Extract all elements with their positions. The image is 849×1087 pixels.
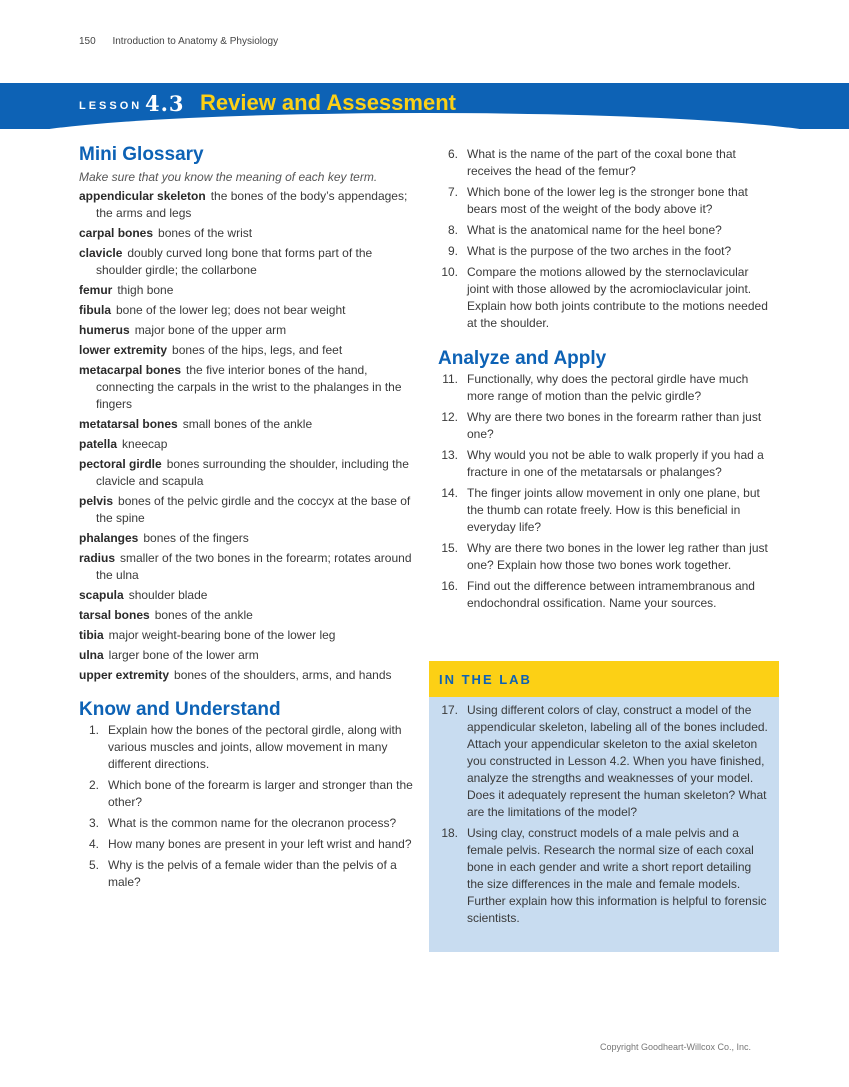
question-number: 12. bbox=[441, 410, 458, 424]
question-text: Using different colors of clay, construct a model of the appendicular skeleton, labeling all of the bones included. Attach your appendicular skeleton to the axial skeleton you constructed in Lesson 4.2. When you have finished, analyze the strengths and weaknesses of your model. Does it adequately represent the human skeleton? What are the limitations of the model? bbox=[467, 703, 768, 819]
question-text: What is the common name for the olecranon process? bbox=[108, 816, 397, 830]
glossary-definition: major bone of the upper arm bbox=[134, 323, 287, 337]
analyze-apply-heading: Analyze and Apply bbox=[438, 348, 607, 369]
lesson-number: 4.3 bbox=[145, 91, 185, 116]
question-item bbox=[438, 825, 771, 927]
glossary-term: metatarsal bones bbox=[79, 417, 178, 431]
glossary-term: ulna bbox=[79, 648, 104, 662]
question-text: What is the anatomical name for the heel bone? bbox=[467, 223, 722, 237]
in-the-lab-list bbox=[429, 697, 779, 927]
question-text: Using clay, construct models of a male pelvis and a female pelvis. Research the normal size of each coxal bone in each gender and write a short report detailing the size differences in the male and female models. Further explain how this information is helpful to forensic scientists. bbox=[467, 826, 767, 925]
question-item bbox=[438, 146, 772, 180]
glossary-definition: bones of the pelvic girdle and the coccyx at the base of the spine bbox=[96, 494, 411, 525]
right-column bbox=[438, 146, 772, 616]
glossary-entry bbox=[79, 362, 419, 413]
glossary-term: phalanges bbox=[79, 531, 139, 545]
question-item bbox=[438, 371, 772, 405]
question-item bbox=[438, 578, 772, 612]
page-number: 150 bbox=[79, 36, 96, 47]
glossary-definition: smaller of the two bones in the forearm; rotates around the ulna bbox=[96, 551, 412, 582]
glossary-definition: the five interior bones of the hand, connecting the carpals in the wrist to the phalanges in the fingers bbox=[96, 363, 402, 411]
glossary-entry bbox=[79, 647, 419, 664]
in-the-lab-box bbox=[429, 661, 779, 952]
question-item bbox=[438, 485, 772, 536]
glossary-definition: bones of the ankle bbox=[154, 608, 253, 622]
in-the-lab-heading: IN THE LAB bbox=[429, 661, 779, 697]
glossary-term: upper extremity bbox=[79, 668, 170, 682]
question-number: 17. bbox=[441, 703, 458, 717]
glossary-heading: Mini Glossary bbox=[79, 144, 204, 165]
analyze-apply-list bbox=[438, 371, 772, 612]
glossary-term: lower extremity bbox=[79, 343, 168, 357]
question-text: Why would you not be able to walk properly if you had a fracture in one of the metatarsals or phalanges? bbox=[467, 448, 764, 479]
question-text: Why is the pelvis of a female wider than the pelvis of a male? bbox=[108, 858, 397, 889]
question-item bbox=[438, 447, 772, 481]
question-number: 13. bbox=[441, 448, 458, 462]
question-number: 2. bbox=[88, 778, 99, 792]
question-text: Compare the motions allowed by the sternoclavicular joint with those allowed by the acromioclavicular joint. Explain how both joints contribute to the motions needed at the shoulder. bbox=[467, 265, 768, 330]
glossary-entry bbox=[79, 607, 419, 624]
glossary-term: clavicle bbox=[79, 246, 123, 260]
lesson-banner bbox=[0, 83, 849, 129]
question-text: Which bone of the lower leg is the stronger bone that bears most of the weight of the body above it? bbox=[467, 185, 748, 216]
question-text: What is the name of the part of the coxal bone that receives the head of the femur? bbox=[467, 147, 736, 178]
question-number: 9. bbox=[447, 244, 458, 258]
question-number: 8. bbox=[447, 223, 458, 237]
glossary-term: pectoral girdle bbox=[79, 457, 162, 471]
question-item bbox=[438, 222, 772, 239]
question-number: 7. bbox=[447, 185, 458, 199]
glossary-definition: doubly curved long bone that forms part of the shoulder girdle; the collarbone bbox=[96, 246, 373, 277]
continued-question-list bbox=[438, 146, 772, 332]
lesson-title: Review and Assessment bbox=[200, 90, 456, 115]
glossary-definition: the bones of the body’s appendages; the arms and legs bbox=[96, 189, 408, 220]
glossary-entry bbox=[79, 282, 419, 299]
glossary-entry bbox=[79, 322, 419, 339]
question-item bbox=[79, 722, 419, 773]
glossary-term: tarsal bones bbox=[79, 608, 150, 622]
question-item bbox=[79, 777, 419, 811]
glossary-term: pelvis bbox=[79, 494, 114, 508]
question-number: 11. bbox=[442, 372, 458, 386]
question-text: How many bones are present in your left wrist and hand? bbox=[108, 837, 412, 851]
glossary-term: metacarpal bones bbox=[79, 363, 182, 377]
question-text: What is the purpose of the two arches in the foot? bbox=[467, 244, 732, 258]
glossary-term: patella bbox=[79, 437, 118, 451]
question-item bbox=[79, 857, 419, 891]
glossary-list bbox=[79, 188, 419, 684]
question-item bbox=[438, 184, 772, 218]
glossary-entry bbox=[79, 587, 419, 604]
know-understand-heading: Know and Understand bbox=[79, 699, 281, 720]
glossary-entry bbox=[79, 550, 419, 584]
glossary-term: appendicular skeleton bbox=[79, 189, 206, 203]
question-number: 14. bbox=[441, 486, 458, 500]
book-title: Introduction to Anatomy & Physiology bbox=[112, 36, 279, 47]
know-understand-list bbox=[79, 722, 419, 891]
question-number: 6. bbox=[447, 147, 458, 161]
question-number: 3. bbox=[88, 816, 99, 830]
glossary-entry bbox=[79, 667, 419, 684]
question-number: 1. bbox=[88, 723, 99, 737]
question-item bbox=[438, 243, 772, 260]
glossary-entry bbox=[79, 456, 419, 490]
glossary-definition: bones of the fingers bbox=[143, 531, 249, 545]
question-item bbox=[438, 702, 771, 821]
glossary-entry bbox=[79, 416, 419, 433]
question-text: Explain how the bones of the pectoral girdle, along with various muscles and joints, allow movement in many different directions. bbox=[108, 723, 402, 771]
glossary-definition: shoulder blade bbox=[128, 588, 208, 602]
question-number: 18. bbox=[441, 826, 458, 840]
question-item bbox=[438, 264, 772, 332]
glossary-definition: kneecap bbox=[122, 437, 168, 451]
question-number: 15. bbox=[441, 541, 458, 555]
copyright-notice: Copyright Goodheart-Willcox Co., Inc. bbox=[600, 1042, 752, 1052]
question-number: 10. bbox=[441, 265, 458, 279]
glossary-definition: bone of the lower leg; does not bear weight bbox=[116, 303, 346, 317]
glossary-definition: small bones of the ankle bbox=[182, 417, 313, 431]
glossary-definition: bones of the wrist bbox=[158, 226, 253, 240]
glossary-term: radius bbox=[79, 551, 116, 565]
glossary-definition: bones surrounding the shoulder, including the clavicle and scapula bbox=[96, 457, 409, 488]
glossary-entry bbox=[79, 530, 419, 547]
question-item bbox=[79, 836, 419, 853]
running-head bbox=[79, 36, 278, 47]
lesson-label: LESSON bbox=[79, 100, 143, 112]
question-text: Why are there two bones in the forearm rather than just one? bbox=[467, 410, 762, 441]
glossary-definition: bones of the hips, legs, and feet bbox=[172, 343, 343, 357]
question-number: 5. bbox=[88, 858, 99, 872]
glossary-definition: thigh bone bbox=[117, 283, 174, 297]
glossary-definition: major weight-bearing bone of the lower leg bbox=[108, 628, 336, 642]
question-text: Why are there two bones in the lower leg rather than just one? Explain how those two bones work together. bbox=[467, 541, 768, 572]
question-item bbox=[438, 540, 772, 574]
question-text: Functionally, why does the pectoral girdle have much more range of motion than the pelvic girdle? bbox=[467, 372, 749, 403]
glossary-definition: bones of the shoulders, arms, and hands bbox=[174, 668, 392, 682]
glossary-term: carpal bones bbox=[79, 226, 154, 240]
glossary-entry bbox=[79, 342, 419, 359]
glossary-term: femur bbox=[79, 283, 113, 297]
glossary-entry bbox=[79, 436, 419, 453]
question-number: 16. bbox=[441, 579, 458, 593]
glossary-term: fibula bbox=[79, 303, 111, 317]
glossary-entry bbox=[79, 627, 419, 644]
question-item bbox=[438, 409, 772, 443]
glossary-definition: larger bone of the lower arm bbox=[108, 648, 259, 662]
glossary-intro: Make sure that you know the meaning of each key term. bbox=[79, 170, 378, 184]
glossary-term: humerus bbox=[79, 323, 130, 337]
question-item bbox=[79, 815, 419, 832]
glossary-term: tibia bbox=[79, 628, 104, 642]
question-text: The finger joints allow movement in only one plane, but the thumb can rotate freely. How is this beneficial in everyday life? bbox=[467, 486, 760, 534]
glossary-entry bbox=[79, 188, 419, 222]
left-column bbox=[79, 146, 419, 895]
glossary-entry bbox=[79, 493, 419, 527]
glossary-term: scapula bbox=[79, 588, 124, 602]
glossary-entry bbox=[79, 245, 419, 279]
question-number: 4. bbox=[88, 837, 99, 851]
glossary-entry bbox=[79, 302, 419, 319]
question-text: Which bone of the forearm is larger and stronger than the other? bbox=[108, 778, 413, 809]
question-text: Find out the difference between intramembranous and endochondral ossification. Name your sources. bbox=[467, 579, 755, 610]
glossary-entry bbox=[79, 225, 419, 242]
